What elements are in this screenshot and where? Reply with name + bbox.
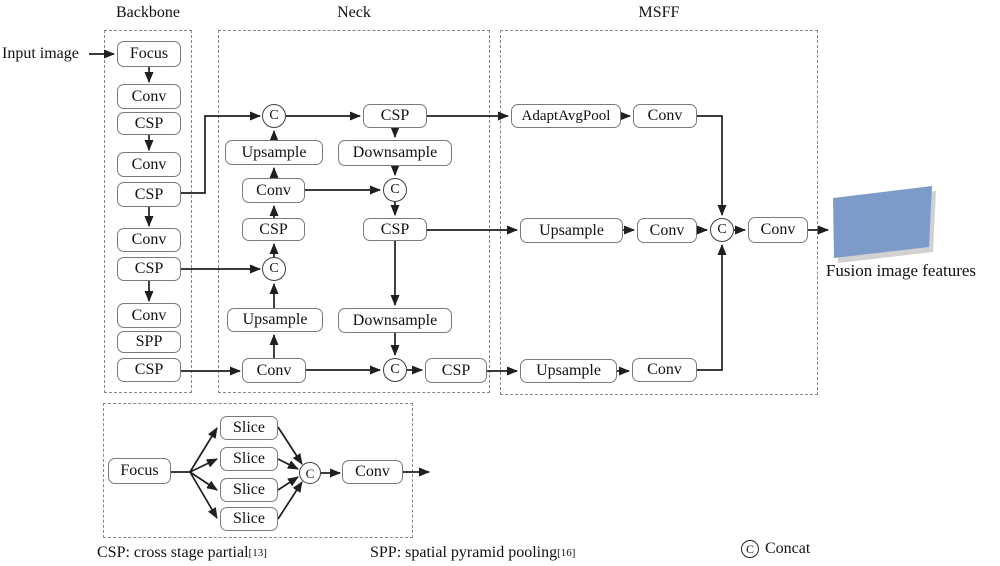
- msff-upsample-mid-node: Upsample: [520, 218, 623, 243]
- msff-conv-bottom-node: Conv: [632, 358, 697, 382]
- detail-slice-2-node: Slice: [220, 447, 278, 471]
- backbone-csp1-node: CSP: [117, 112, 181, 135]
- neck-csp-bottom-node: CSP: [425, 358, 487, 383]
- legend-csp: CSP: cross stage partial [13]: [97, 544, 267, 561]
- backbone-csp2-node: CSP: [117, 182, 181, 207]
- msff-conv-top-node: Conv: [633, 104, 697, 128]
- msff-adaptavgpool-node: AdaptAvgPool: [511, 104, 621, 128]
- legend-csp-term: CSP: cross stage partial: [97, 544, 249, 561]
- legend-spp: SPP: spatial pyramid pooling [16]: [370, 544, 576, 561]
- detail-concat-node: C: [299, 462, 321, 484]
- neck-downsample-bottom-node: Downsample: [338, 308, 452, 333]
- input-image-label: Input image: [2, 45, 79, 62]
- legend-concat-label: Concat: [765, 540, 811, 557]
- neck-upsample-bottom-node: Upsample: [227, 308, 323, 332]
- legend-spp-term: SPP: spatial pyramid pooling: [370, 544, 558, 561]
- legend-concat: [741, 540, 810, 558]
- detail-slice-1-node: Slice: [220, 416, 278, 440]
- backbone-spp-node: SPP: [117, 331, 181, 353]
- neck-concat-bottom-node: C: [383, 358, 407, 382]
- neck-conv-mid-node: Conv: [242, 178, 305, 203]
- msff-conv-mid-node: Conv: [637, 218, 697, 243]
- detail-focus-node: Focus: [108, 458, 171, 484]
- neck-concat-top-node: C: [262, 104, 286, 128]
- concat-symbol-icon: C: [741, 540, 759, 558]
- msff-conv-out-node: Conv: [748, 217, 808, 243]
- backbone-conv1-node: Conv: [117, 84, 181, 109]
- neck-upsample-top-node: Upsample: [225, 140, 323, 165]
- backbone-conv4-node: Conv: [117, 303, 181, 328]
- backbone-conv3-node: Conv: [117, 228, 181, 252]
- neck-csp-top-node: CSP: [363, 104, 427, 128]
- neck-conv-bottom-node: Conv: [242, 358, 306, 383]
- feature-parallelogram: [833, 186, 932, 258]
- backbone-conv2-node: Conv: [117, 152, 181, 177]
- neck-csp-left-node: CSP: [242, 218, 305, 241]
- neck-csp-mid-node: CSP: [363, 218, 427, 241]
- msff-concat-node: C: [710, 218, 734, 242]
- neck-concat-mid-node: C: [383, 178, 407, 202]
- backbone-csp4-node: CSP: [117, 358, 181, 382]
- msff-header: MSFF: [638, 4, 680, 21]
- detail-slice-3-node: Slice: [220, 478, 278, 502]
- backbone-csp3-node: CSP: [117, 257, 181, 281]
- neck-concat-left-node: C: [262, 257, 286, 281]
- neck-header: Neck: [337, 4, 371, 21]
- backbone-header: Backbone: [116, 4, 180, 21]
- backbone-focus-node: Focus: [117, 41, 181, 67]
- fusion-features-label: Fusion image features: [825, 261, 977, 280]
- neck-downsample-top-node: Downsample: [338, 140, 452, 166]
- msff-upsample-bottom-node: Upsample: [520, 359, 617, 383]
- detail-slice-4-node: Slice: [220, 507, 278, 531]
- detail-conv-node: Conv: [342, 460, 403, 484]
